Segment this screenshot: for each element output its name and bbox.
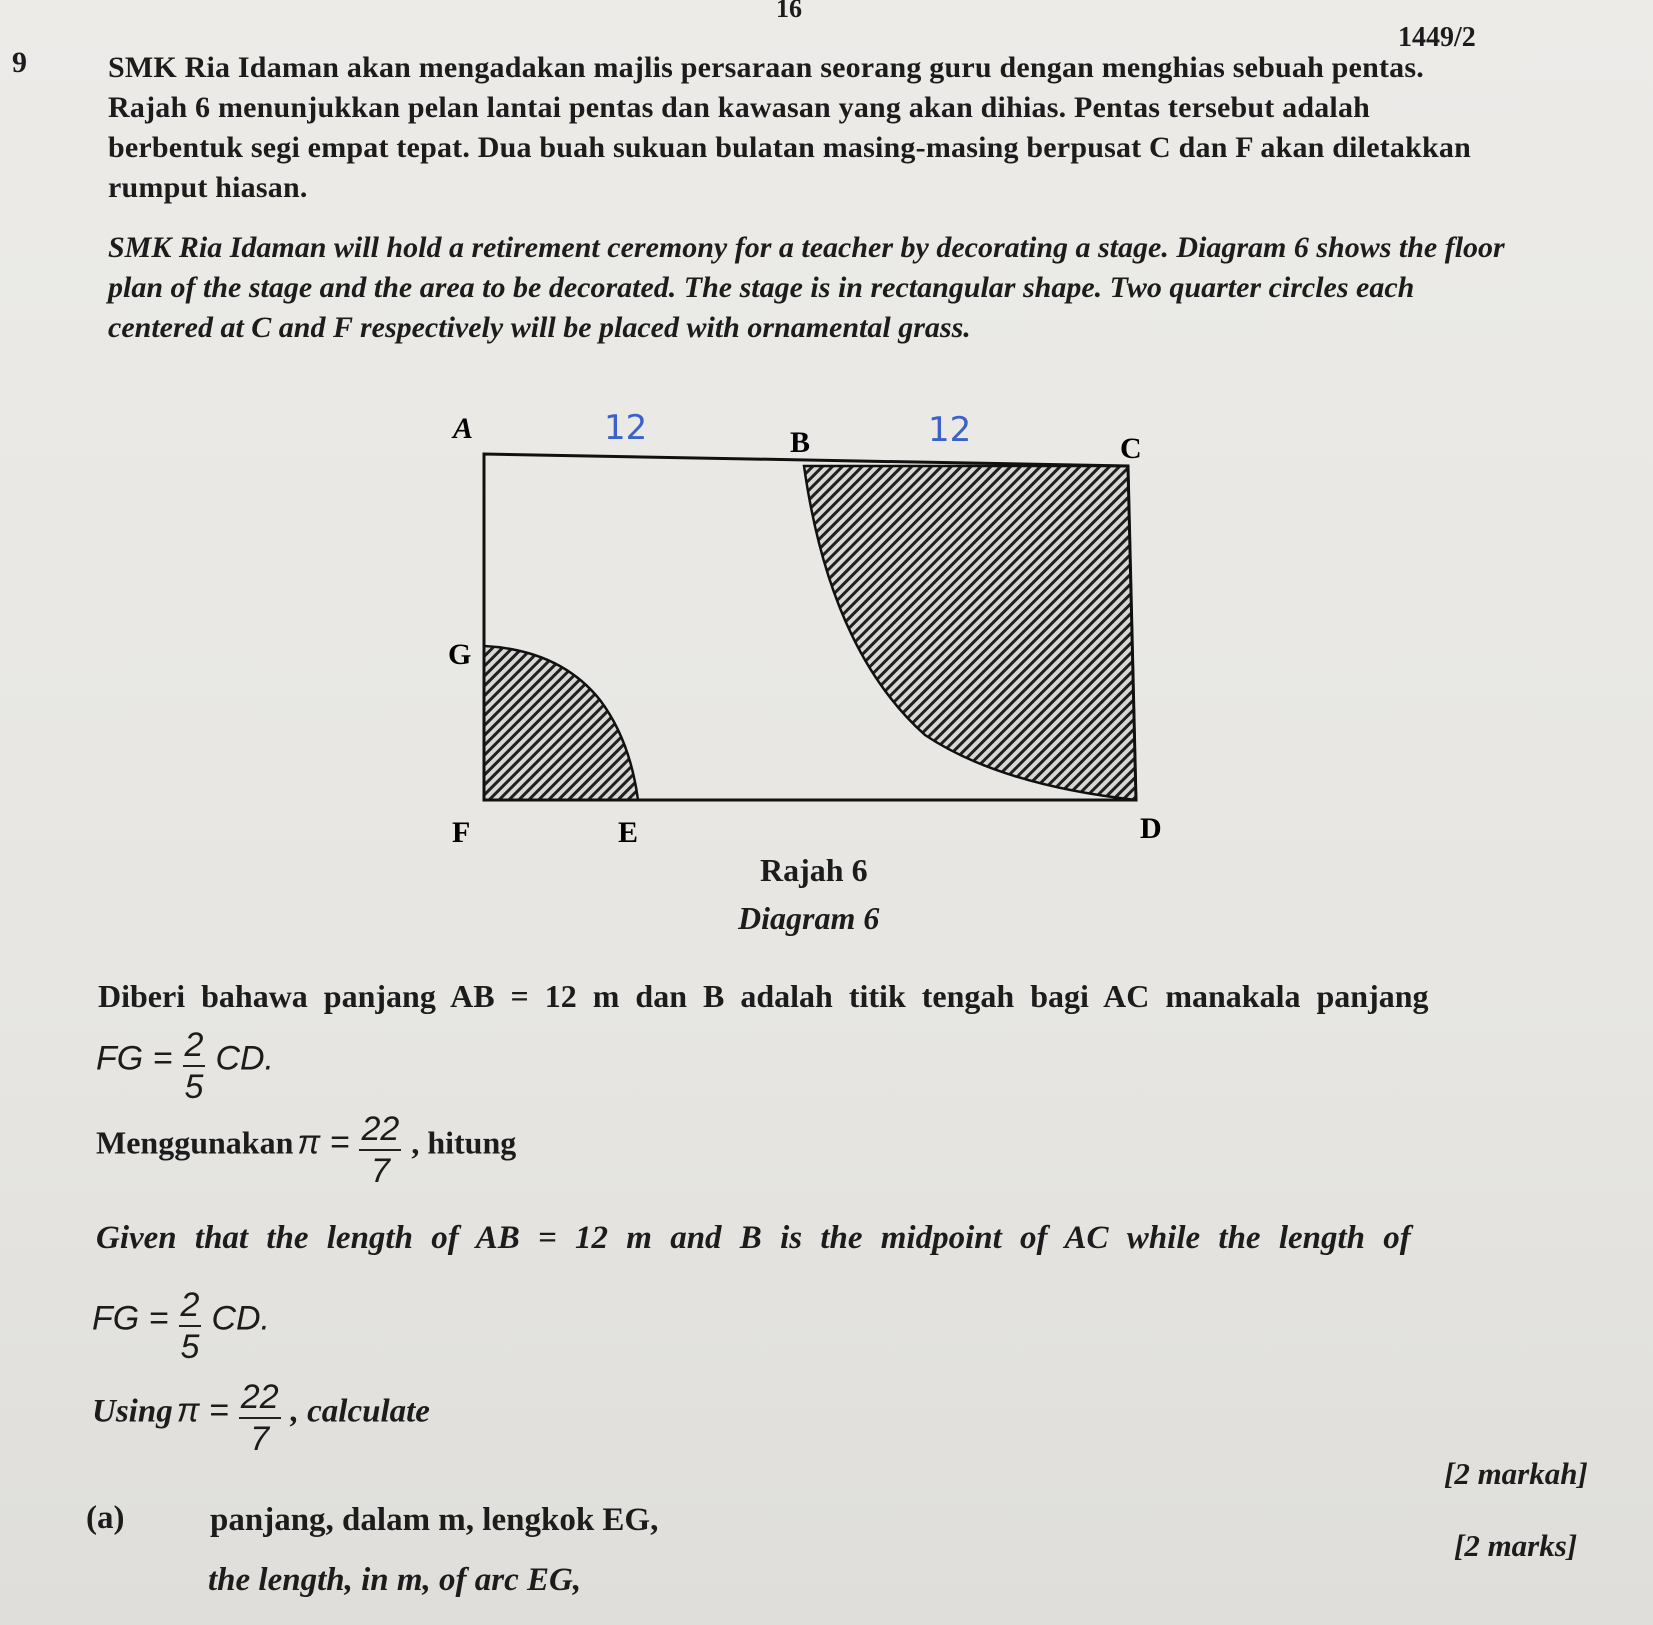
quarter-circle-f [484, 646, 638, 800]
fraction-22-7: $\frac{22}{7}$ [361, 1110, 400, 1190]
handwritten-12-right: 12 [928, 410, 972, 450]
stage-rectangle [484, 454, 1136, 800]
fraction-22-7-english: $\frac{22}{7}$ [240, 1378, 279, 1458]
part-a-label: (a) [86, 1500, 125, 1536]
cd-text: CD. [215, 1039, 275, 1078]
given-english-line1: Given that the length of AB = 12 m and B is the midpoint of AC while the length of [96, 1220, 1411, 1256]
given-malay-line1: Diberi bahawa panjang AB = 12 m dan B adalah titik tengah bagi AC manakala panjang [98, 978, 1429, 1014]
given-malay-fg [96, 1028, 274, 1104]
label-f: F [452, 816, 471, 849]
given-malay-using: Menggunakan π = $\frac{22}{7}$ , hitung [96, 1110, 517, 1190]
label-d: D [1140, 812, 1162, 845]
question-number: 9 [12, 46, 27, 79]
fraction-2-5: $\frac{2}{5}$ [184, 1026, 204, 1106]
diagram-caption-malay: Rajah 6 [760, 852, 868, 888]
part-a-malay: panjang, dalam m, lengkok EG, [210, 1502, 659, 1538]
diagram-caption-english: Diagram 6 [738, 900, 880, 936]
given-english-fg: FG = $\frac{2}{5}$ CD. [92, 1286, 271, 1366]
marks-malay: [2 markah] [1444, 1456, 1588, 1491]
question-intro-english: SMK Ria Idaman will hold a retirement ceremony for a teacher by decorating a stage. Diagram 6 shows the floor plan of the stage and the area to be decorated. The stage is in rectangular shape. Two quarter circles each centered at C and F respectively will be placed with ornamental grass. [108, 231, 1505, 344]
marks-english: [2 marks] [1454, 1528, 1578, 1563]
label-c: C [1120, 432, 1142, 465]
page-number: 16 [776, 0, 802, 23]
fraction-2-5-english: $\frac{2}{5}$ [180, 1286, 200, 1366]
quarter-circle-c [804, 466, 1136, 800]
question-intro-malay: SMK Ria Idaman akan mengadakan majlis persaraan seorang guru dengan menghias sebuah pentas. Rajah 6 menunjukkan pelan lantai pentas dan kawasan yang akan dihias. Pentas tersebut adalah berbentuk segi empat tepat. Dua buah sukuan bulatan masing-masing berpusat C dan F akan diletakkan rumput hiasan. [108, 51, 1471, 204]
handwritten-12-left: 12 [604, 408, 648, 448]
given-english-using: Using π = $\frac{22}{7}$ , calculate [92, 1378, 430, 1458]
fg-text: FG = [96, 1039, 173, 1078]
label-a: A [453, 412, 474, 445]
label-g: G [448, 638, 472, 671]
label-e: E [618, 816, 639, 849]
part-a-english: the length, in m, of arc EG, [208, 1562, 582, 1598]
label-b: B [790, 426, 811, 459]
paper-code: 1449/2 [1398, 22, 1476, 53]
